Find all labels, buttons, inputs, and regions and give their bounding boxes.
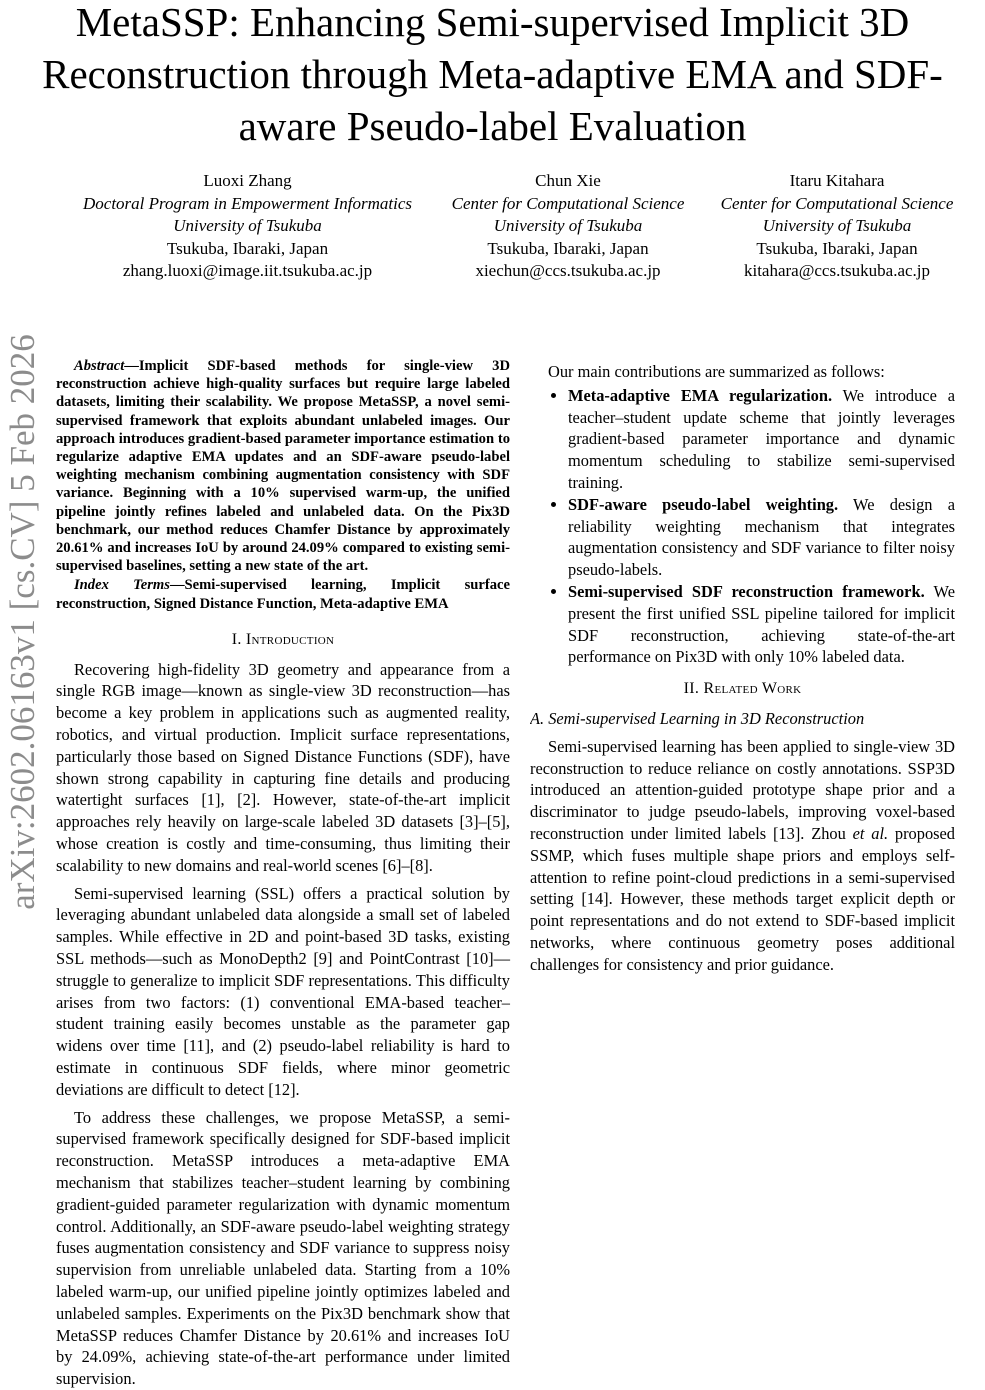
- author-email: kitahara@ccs.tsukuba.ac.jp: [743, 261, 931, 280]
- section-heading-related-work: II. Related Work: [683, 680, 802, 698]
- left-column: [56, 357, 510, 1390]
- author-location: Tsukuba, Ibaraki, Japan: [487, 238, 649, 258]
- contribution-text: We present the first unified SSL pipeline tailored for implicit SDF reconstruction, achieving state-of-the-art performance on Pix3D with only 10% labeled data.: [568, 581, 955, 667]
- arxiv-watermark: arXiv:2602.06163v1 [cs.CV] 5 Feb 2026: [3, 334, 42, 910]
- author-block-3: [706, 170, 968, 283]
- author-email: xiechun@ccs.tsukuba.ac.jp: [475, 261, 661, 280]
- author-block-2: [437, 170, 699, 283]
- contributions-list: [530, 385, 955, 668]
- index-terms-text: —Semi-supervised learning, Implicit surface reconstruction, Signed Distance Function, Meta-adaptive EMA: [56, 577, 510, 612]
- intro-paragraph: Recovering high-fidelity 3D geometry and appearance from a single RGB image—known as single-view 3D reconstruction—has become a key problem in applications such as augmented reality, robotics, and virtual production. Implicit surface representations, particularly those based on Signed Distance Functions (SDF), have shown strong capability in capturing fine details and producing watertight surfaces [1], [2]. However, state-of-the-art implicit approaches rely heavily on large-scale labeled 3D datasets [3]–[5], whose creation is costly and time-consuming, thus limiting their scalability to new domains and real-world scenes [6]–[8].: [56, 659, 510, 875]
- list-item: [568, 581, 955, 668]
- related-work-text: Semi-supervised learning has been applied to single-view 3D reconstruction to reduce reliance on costly annotations. SSP3D introduced an attention-guided prototype shape prior and a discriminator to judge pseudo-labels, improving voxel-based reconstruction under limited labels [13]. Zhou: [530, 736, 955, 843]
- author-univ: University of Tsukuba: [762, 216, 912, 235]
- right-column: [530, 357, 955, 1200]
- author-location: Tsukuba, Ibaraki, Japan: [756, 238, 918, 258]
- author-dept: Center for Computational Science: [451, 193, 685, 213]
- contribution-title: Meta-adaptive EMA regularization.: [568, 385, 833, 405]
- author-dept: Center for Computational Science: [720, 193, 954, 213]
- intro-paragraph: Semi-supervised learning (SSL) offers a practical solution by leveraging abundant unlabeled data alongside a small set of labeled samples. While effective in 2D and point-based 3D tasks, existing SSL methods—such as MonoDepth2 [9] and PointContrast [10]—struggle to generalize to implicit SDF representations. This difficulty arises from two factors: (1) conventional EMA-based teacher–student training easily becomes unstable as the parameter gap widens over time [11], and (2) pseudo-label reliability is hard to estimate in continuous SDF fields, where minor geometric deviations are difficult to detect [12].: [56, 883, 510, 1099]
- author-block-1: [60, 170, 435, 283]
- intro-paragraph: To address these challenges, we propose MetaSSP, a semi-supervised framework specifically designed for SDF-based implicit reconstruction. MetaSSP introduces a meta-adaptive EMA mechanism that stabilizes teacher–student learning by combining gradient-guided parameter regularization with dynamic momentum control. Additionally, an SDF-aware pseudo-label weighting strategy fuses augmentation consistency and SDF variance to suppress noisy supervision from unreliable unlabeled data. Starting from a 10% labeled warm-up, our unified pipeline jointly optimizes labeled and unlabeled samples. Experiments on the Pix3D benchmark show that MetaSSP reduces Chamfer Distance by 20.61% and increases IoU by 24.09%, achieving state-of-the-art performance under limited supervision.: [56, 1107, 510, 1389]
- related-work-emphasis: et al.: [852, 823, 889, 843]
- author-email: zhang.luoxi@image.iit.tsukuba.ac.jp: [122, 261, 373, 280]
- contribution-title: Semi-supervised SDF reconstruction framework.: [568, 581, 925, 601]
- author-univ: University of Tsukuba: [173, 216, 322, 235]
- list-item: [568, 385, 955, 494]
- paper-title: MetaSSP: Enhancing Semi-supervised Implicit 3D Reconstruction through Meta-adaptive EMA and SDF-aware Pseudo-label Evaluation: [42, 0, 943, 149]
- index-terms: [56, 576, 510, 612]
- author-univ: University of Tsukuba: [493, 216, 643, 235]
- contributions-intro: Our main contributions are summarized as follows:: [548, 362, 885, 381]
- abstract-label: Abstract: [74, 358, 125, 374]
- subsection-heading: A. Semi-supervised Learning in 3D Reconstruction: [530, 708, 865, 728]
- section-heading-introduction: I. Introduction: [231, 630, 335, 648]
- author-name: Itaru Kitahara: [789, 171, 885, 190]
- abstract-text: —Implicit SDF-based methods for single-view 3D reconstruction achieve high-quality surfaces but require large labeled datasets, limiting their scalability. We propose MetaSSP, a novel semi-supervised framework that exploits abundant unlabeled images. Our approach introduces gradient-based parameter importance estimation to regularize adaptive EMA updates and an SDF-aware pseudo-label weighting mechanism combining augmentation consistency with SDF variance. Beginning with a 10% supervised warm-up, the unified pipeline jointly refines labeled and unlabeled data. On the Pix3D benchmark, our method reduces Chamfer Distance by approximately 20.61% and increases IoU by around 24.09% compared to existing semi-supervised baselines, setting a new state of the art.: [56, 358, 510, 575]
- abstract: [56, 357, 510, 575]
- author-dept: Doctoral Program in Empowerment Informatics: [83, 193, 412, 213]
- contribution-title: SDF-aware pseudo-label weighting.: [568, 494, 839, 514]
- author-name: Chun Xie: [535, 171, 601, 190]
- contribution-text: We introduce a teacher–student update scheme that jointly leverages gradient-based parameter importance and dynamic momentum scheduling to stabilize semi-supervised training.: [568, 385, 955, 492]
- list-item: [568, 494, 955, 581]
- contribution-text: We design a reliability weighting mechanism that integrates augmentation consistency and SDF variance to filter noisy pseudo-labels.: [568, 494, 955, 580]
- author-location: Tsukuba, Ibaraki, Japan: [166, 238, 329, 258]
- index-terms-label: Index Terms: [74, 577, 170, 594]
- author-name: Luoxi Zhang: [203, 171, 292, 190]
- related-work-paragraph: [530, 736, 955, 976]
- related-work-text: proposed SSMP, which fuses multiple shape priors and employs self-attention to refine point-cloud predictions in a semi-supervised setting [14]. However, these methods target explicit depth or point representations and do not extend to SDF-based implicit networks, where continuous geometry poses additional challenges for consistency and prior guidance.: [530, 823, 955, 974]
